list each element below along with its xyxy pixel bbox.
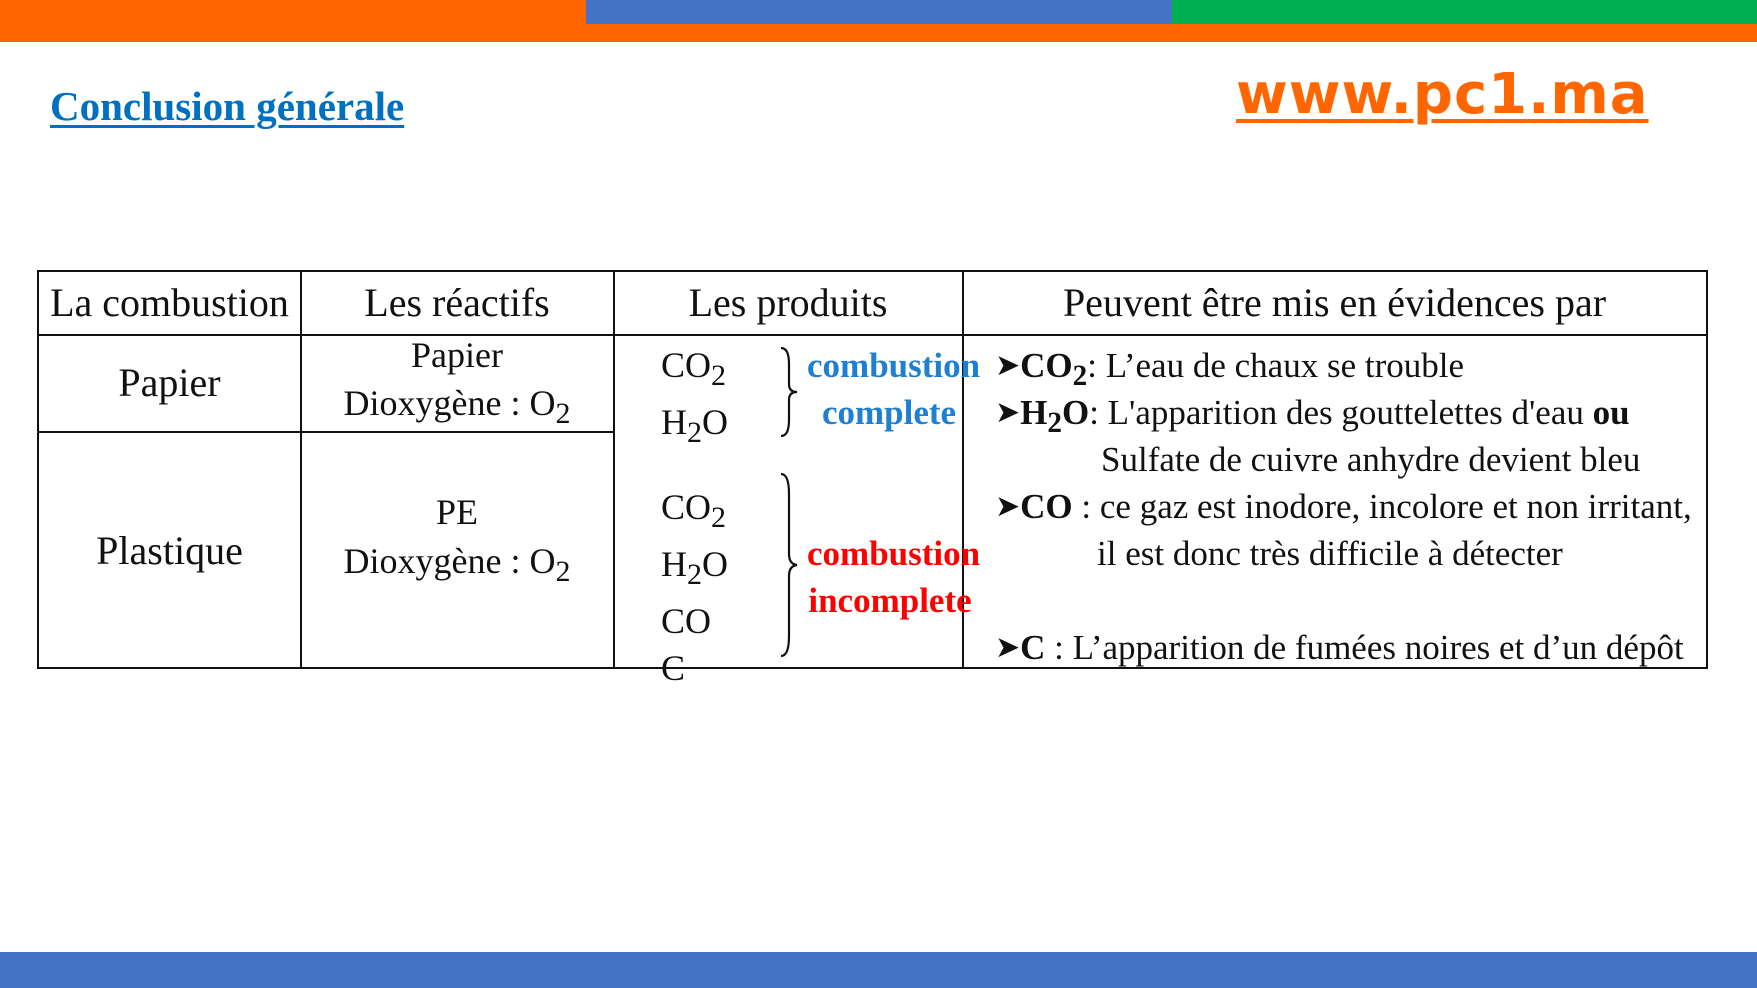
arrow-bullet-icon: ➤	[995, 490, 1021, 523]
evidence-species: CO	[1020, 487, 1073, 526]
label-line: combustion	[807, 346, 981, 385]
label-combustion-complete	[807, 342, 981, 436]
reactif-line	[344, 537, 571, 593]
evidence-species: CO	[1020, 346, 1073, 385]
arrow-bullet-icon: ➤	[995, 349, 1021, 382]
evidence-h2o-continuation: Sulfate de cuivre anhydre devient bleu	[1101, 440, 1641, 479]
produits-plastique	[661, 484, 728, 692]
product-item	[661, 541, 728, 598]
produits-papier	[661, 342, 728, 456]
subscript: 2	[1047, 407, 1062, 439]
evidence-species-tail: O	[1061, 393, 1090, 432]
label-line: incomplete	[808, 581, 972, 620]
product-formula: C	[661, 648, 686, 689]
brace-complete-icon	[777, 344, 801, 440]
product-formula-tail: O	[702, 402, 728, 443]
evidence-sep: :	[1045, 628, 1064, 667]
top-color-bar	[0, 0, 1757, 42]
bottom-color-bar	[0, 952, 1757, 988]
reactif-text: Dioxygène : O	[343, 383, 556, 424]
header-combustion: La combustion	[50, 280, 289, 325]
row-plastique-reactifs	[301, 433, 613, 668]
evidence-text: L’eau de chaux se trouble	[1096, 346, 1464, 385]
product-item	[661, 645, 728, 692]
evidence-text: ce gaz est inodore, incolore et non irritant,	[1091, 487, 1692, 526]
evidence-co	[995, 483, 1692, 530]
arrow-bullet-icon: ➤	[995, 396, 1021, 429]
product-formula: H	[661, 544, 687, 585]
evidence-c	[995, 624, 1684, 671]
evidence-species: C	[1020, 628, 1046, 667]
header-reactifs: Les réactifs	[364, 280, 550, 325]
evidence-sep: :	[1072, 487, 1092, 526]
product-item	[661, 484, 728, 541]
product-formula-tail: O	[702, 544, 728, 585]
product-formula: H	[661, 402, 687, 443]
label-line: combustion	[807, 534, 981, 573]
header-produits: Les produits	[688, 280, 888, 325]
row-plastique-combustion: Plastique	[96, 527, 243, 573]
brace-incomplete-icon	[777, 470, 801, 660]
reactif-line: PE	[435, 492, 478, 533]
subscript: 2	[711, 501, 727, 535]
website-link[interactable]: www.pc1.ma	[1236, 62, 1649, 127]
combustion-table	[37, 270, 1708, 689]
evidence-text: L’apparition de fumées noires et d’un dépôt	[1063, 628, 1684, 667]
reactif-text: Dioxygène : O	[343, 540, 556, 581]
top-bar-orange-line	[0, 24, 1757, 42]
product-item	[661, 598, 728, 645]
subscript: 2	[555, 555, 571, 589]
evidence-sep: :	[1089, 393, 1099, 432]
product-item	[661, 399, 728, 456]
product-formula: CO	[661, 601, 712, 642]
evidence-species: H	[1020, 393, 1048, 432]
label-combustion-incomplete	[807, 530, 981, 624]
subscript: 2	[1072, 360, 1088, 392]
label-line: complete	[821, 393, 957, 432]
row-papier-combustion: Papier	[118, 360, 221, 405]
evidence-bold-end: ou	[1592, 393, 1630, 432]
arrow-bullet-icon: ➤	[995, 631, 1021, 664]
subscript: 2	[711, 359, 727, 393]
top-bar-green-segment	[1172, 0, 1757, 24]
top-bar-blue-segment	[586, 0, 1172, 24]
subscript: 2	[687, 558, 702, 592]
reactif-line	[344, 379, 571, 435]
evidence-sep: :	[1087, 346, 1097, 385]
reactif-line: Papier	[411, 334, 503, 375]
subscript: 2	[687, 416, 702, 450]
header-evidences: Peuvent être mis en évidences par	[1062, 280, 1607, 325]
page-title: Conclusion générale	[50, 83, 405, 129]
product-formula: CO	[661, 487, 712, 527]
product-formula: CO	[661, 345, 712, 385]
top-bar-orange-segment	[0, 0, 586, 24]
row-papier-reactifs	[301, 335, 613, 431]
product-item	[661, 342, 728, 399]
evidence-co-continuation: il est donc très difficile à détecter	[1097, 534, 1563, 573]
evidence-text: L'apparition des gouttelettes d'eau	[1098, 393, 1593, 432]
subscript: 2	[555, 397, 571, 431]
